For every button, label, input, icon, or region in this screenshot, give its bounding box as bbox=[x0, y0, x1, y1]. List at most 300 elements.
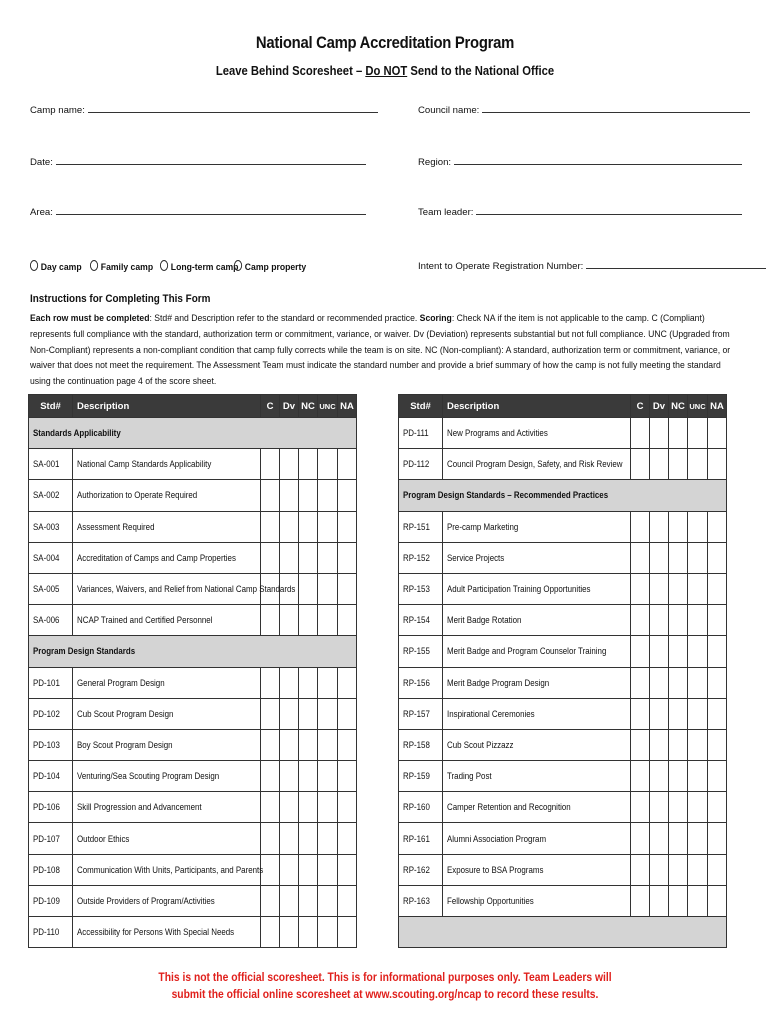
table-row bbox=[29, 885, 357, 916]
std-cell bbox=[29, 729, 73, 760]
description-cell bbox=[443, 667, 631, 698]
std-cell bbox=[399, 449, 443, 480]
score-cell-na[interactable] bbox=[708, 542, 727, 573]
std-cell bbox=[399, 542, 443, 573]
std-cell bbox=[399, 573, 443, 604]
std-number: PD-101 bbox=[33, 677, 60, 688]
intent-number-line[interactable] bbox=[586, 260, 766, 269]
std-number: RP-157 bbox=[403, 708, 430, 719]
description-text: Merit Badge and Program Counselor Training bbox=[447, 646, 607, 657]
score-cell-c[interactable] bbox=[631, 636, 650, 667]
description-cell bbox=[73, 885, 261, 916]
std-number: RP-154 bbox=[403, 615, 430, 626]
score-cell-na[interactable] bbox=[708, 636, 727, 667]
radio-circle-icon[interactable] bbox=[234, 260, 242, 271]
table-row bbox=[29, 449, 357, 480]
score-cell-c[interactable] bbox=[631, 885, 650, 916]
score-cell-unc[interactable] bbox=[318, 917, 338, 948]
table-header-row bbox=[399, 395, 727, 418]
score-cell-dv[interactable] bbox=[280, 511, 299, 542]
description-text: Inspirational Ceremonies bbox=[447, 708, 535, 719]
section-label bbox=[29, 636, 357, 667]
description-cell bbox=[443, 854, 631, 885]
section-label-text: Program Design Standards – Recommended Practices bbox=[403, 490, 609, 501]
score-cell-na[interactable] bbox=[708, 605, 727, 636]
score-cell-na[interactable] bbox=[338, 667, 357, 698]
score-cell-nc[interactable] bbox=[299, 449, 318, 480]
family-camp-option[interactable] bbox=[90, 260, 153, 273]
instructions-heading: Instructions for Completing This Form bbox=[30, 293, 211, 305]
score-cell-nc[interactable] bbox=[669, 729, 688, 760]
score-cell-na[interactable] bbox=[338, 823, 357, 854]
description-cell bbox=[73, 917, 261, 948]
std-cell bbox=[399, 511, 443, 542]
description-text: Skill Progression and Advancement bbox=[77, 802, 202, 813]
description-cell bbox=[443, 449, 631, 480]
std-cell bbox=[29, 761, 73, 792]
std-cell bbox=[29, 480, 73, 511]
description-cell bbox=[73, 761, 261, 792]
camp-property-option[interactable] bbox=[234, 260, 306, 273]
score-cell-c[interactable] bbox=[631, 418, 650, 449]
score-cell-c[interactable] bbox=[261, 605, 280, 636]
score-cell-dv[interactable] bbox=[280, 792, 299, 823]
score-cell-na[interactable] bbox=[708, 885, 727, 916]
table-row bbox=[399, 667, 727, 698]
score-cell-c[interactable] bbox=[261, 667, 280, 698]
score-cell-c[interactable] bbox=[631, 573, 650, 604]
score-cell-c[interactable] bbox=[631, 729, 650, 760]
score-cell-c[interactable] bbox=[631, 542, 650, 573]
score-cell-unc[interactable] bbox=[318, 573, 338, 604]
std-number: PD-108 bbox=[33, 864, 60, 875]
std-cell bbox=[399, 729, 443, 760]
camp-name-field[interactable] bbox=[30, 104, 378, 116]
std-number: RP-162 bbox=[403, 864, 430, 875]
section-row bbox=[29, 418, 357, 449]
date-line[interactable] bbox=[56, 156, 366, 165]
description-text: Merit Badge Program Design bbox=[447, 677, 550, 688]
score-cell-unc[interactable] bbox=[318, 542, 338, 573]
score-cell-nc[interactable] bbox=[669, 667, 688, 698]
score-cell-dv[interactable] bbox=[280, 698, 299, 729]
area-label: Area: bbox=[30, 207, 53, 218]
instructions-text bbox=[30, 311, 741, 390]
section-label-text: Program Design Standards bbox=[33, 646, 136, 657]
table-row bbox=[399, 511, 727, 542]
description-cell bbox=[443, 729, 631, 760]
std-number: RP-163 bbox=[403, 895, 430, 906]
std-number: RP-161 bbox=[403, 833, 430, 844]
description-text: Cub Scout Pizzazz bbox=[447, 739, 514, 750]
score-cell-unc[interactable] bbox=[688, 885, 708, 916]
description-text: Venturing/Sea Scouting Program Design bbox=[77, 771, 220, 782]
score-cell-na[interactable] bbox=[708, 667, 727, 698]
score-cell-nc[interactable] bbox=[669, 449, 688, 480]
score-cell-na[interactable] bbox=[338, 511, 357, 542]
description-text: Exposure to BSA Programs bbox=[447, 864, 544, 875]
score-cell-c[interactable] bbox=[261, 729, 280, 760]
day-camp-option[interactable] bbox=[30, 260, 82, 273]
score-cell-unc[interactable] bbox=[688, 729, 708, 760]
radio-circle-icon[interactable] bbox=[160, 260, 168, 271]
score-cell-unc[interactable] bbox=[318, 823, 338, 854]
date-field[interactable] bbox=[30, 156, 366, 168]
instructions-part2: : Check NA if the item is not applicable to the camp. C (Compliant) represents full compliance with the standard, authorization term or commitment, variance, or waiver. Dv (Deviation) represents substantial but not full compliance. UNC (Upgraded from Non-Compliant) represents a non-compliant condition that camp fully corrects while the team is on site. NC (Non-compliant): A standard, authorization term or commitment, variance, or waiver that does not meet the requirement. The Assessment Team must indicate the standard number and provide a brief summary of how the camp is not fully meeting the standard using the continuation page 4 of the score sheet. bbox=[30, 313, 731, 388]
score-cell-unc[interactable] bbox=[688, 449, 708, 480]
std-number: RP-152 bbox=[403, 552, 430, 563]
score-cell-unc[interactable] bbox=[688, 605, 708, 636]
score-cell-dv[interactable] bbox=[280, 917, 299, 948]
score-cell-na[interactable] bbox=[708, 449, 727, 480]
score-cell-na[interactable] bbox=[708, 573, 727, 604]
table-row bbox=[29, 698, 357, 729]
table-row bbox=[29, 761, 357, 792]
score-cell-c[interactable] bbox=[631, 698, 650, 729]
radio-circle-icon[interactable] bbox=[90, 260, 98, 271]
intent-number-field[interactable] bbox=[418, 260, 766, 272]
score-cell-dv[interactable] bbox=[650, 636, 669, 667]
region-line[interactable] bbox=[454, 156, 742, 165]
blank-row bbox=[399, 917, 727, 948]
score-cell-nc[interactable] bbox=[669, 823, 688, 854]
nc-header: NC bbox=[669, 395, 688, 418]
score-cell-nc[interactable] bbox=[299, 511, 318, 542]
std-cell bbox=[399, 823, 443, 854]
description-text: Accessibility for Persons With Special Needs bbox=[77, 927, 235, 938]
score-cell-c[interactable] bbox=[261, 542, 280, 573]
score-cell-dv[interactable] bbox=[650, 511, 669, 542]
score-cell-dv[interactable] bbox=[280, 667, 299, 698]
description-text: General Program Design bbox=[77, 677, 165, 688]
description-cell bbox=[73, 605, 261, 636]
std-cell bbox=[29, 667, 73, 698]
dv-header: Dv bbox=[280, 395, 299, 418]
score-cell-c[interactable] bbox=[631, 511, 650, 542]
score-cell-nc[interactable] bbox=[669, 418, 688, 449]
std-cell bbox=[29, 605, 73, 636]
description-text: Trading Post bbox=[447, 771, 492, 782]
score-cell-nc[interactable] bbox=[669, 573, 688, 604]
score-cell-unc[interactable] bbox=[688, 667, 708, 698]
std-number: SA-001 bbox=[33, 459, 60, 470]
score-cell-nc[interactable] bbox=[299, 480, 318, 511]
score-cell-nc[interactable] bbox=[669, 636, 688, 667]
description-cell bbox=[443, 605, 631, 636]
score-cell-c[interactable] bbox=[261, 449, 280, 480]
score-cell-na[interactable] bbox=[338, 792, 357, 823]
score-cell-c[interactable] bbox=[261, 823, 280, 854]
score-cell-dv[interactable] bbox=[650, 418, 669, 449]
table-row bbox=[29, 667, 357, 698]
family-camp-label: Family camp bbox=[100, 262, 154, 273]
score-cell-dv[interactable] bbox=[280, 480, 299, 511]
score-cell-na[interactable] bbox=[338, 480, 357, 511]
description-cell bbox=[443, 885, 631, 916]
score-cell-unc[interactable] bbox=[318, 729, 338, 760]
score-cell-unc[interactable] bbox=[688, 418, 708, 449]
description-cell bbox=[443, 542, 631, 573]
table-row bbox=[399, 605, 727, 636]
camp-name-label: Camp name: bbox=[30, 105, 85, 116]
team-leader-line[interactable] bbox=[476, 206, 742, 215]
table-row bbox=[29, 573, 357, 604]
score-cell-dv[interactable] bbox=[280, 729, 299, 760]
score-cell-nc[interactable] bbox=[669, 542, 688, 573]
score-cell-c[interactable] bbox=[631, 792, 650, 823]
score-cell-na[interactable] bbox=[708, 729, 727, 760]
table-row bbox=[399, 823, 727, 854]
score-cell-na[interactable] bbox=[338, 917, 357, 948]
description-text: Accreditation of Camps and Camp Properties bbox=[77, 552, 236, 563]
area-field[interactable] bbox=[30, 206, 366, 218]
std-cell bbox=[29, 573, 73, 604]
table-row bbox=[29, 823, 357, 854]
score-cell-nc[interactable] bbox=[299, 573, 318, 604]
std-cell bbox=[399, 792, 443, 823]
table-row bbox=[399, 729, 727, 760]
description-text: Adult Participation Training Opportunities bbox=[447, 584, 591, 595]
std-cell bbox=[29, 449, 73, 480]
score-cell-unc[interactable] bbox=[318, 698, 338, 729]
score-cell-unc[interactable] bbox=[688, 823, 708, 854]
score-cell-dv[interactable] bbox=[280, 605, 299, 636]
score-cell-unc[interactable] bbox=[688, 854, 708, 885]
score-cell-nc[interactable] bbox=[669, 761, 688, 792]
description-cell bbox=[443, 823, 631, 854]
score-cell-dv[interactable] bbox=[650, 854, 669, 885]
description-text: Variances, Waivers, and Relief from National Camp Standards bbox=[77, 584, 296, 595]
description-text: Outdoor Ethics bbox=[77, 833, 130, 844]
score-cell-nc[interactable] bbox=[669, 698, 688, 729]
score-cell-unc[interactable] bbox=[318, 449, 338, 480]
score-cell-nc[interactable] bbox=[299, 823, 318, 854]
score-cell-na[interactable] bbox=[708, 854, 727, 885]
std-cell bbox=[399, 667, 443, 698]
description-text: Camper Retention and Recognition bbox=[447, 802, 571, 813]
score-cell-nc[interactable] bbox=[299, 667, 318, 698]
score-cell-unc[interactable] bbox=[318, 792, 338, 823]
score-cell-nc[interactable] bbox=[669, 885, 688, 916]
score-cell-c[interactable] bbox=[631, 667, 650, 698]
council-name-field[interactable] bbox=[418, 104, 750, 116]
score-cell-na[interactable] bbox=[708, 418, 727, 449]
std-number: PD-107 bbox=[33, 833, 60, 844]
score-cell-na[interactable] bbox=[338, 573, 357, 604]
long-term-camp-option[interactable] bbox=[160, 260, 238, 273]
region-field[interactable] bbox=[418, 156, 742, 168]
c-header: C bbox=[631, 395, 650, 418]
score-cell-nc[interactable] bbox=[299, 605, 318, 636]
std-number: RP-159 bbox=[403, 771, 430, 782]
score-cell-nc[interactable] bbox=[299, 885, 318, 916]
score-cell-unc[interactable] bbox=[318, 885, 338, 916]
score-cell-na[interactable] bbox=[338, 605, 357, 636]
score-cell-na[interactable] bbox=[338, 542, 357, 573]
score-cell-dv[interactable] bbox=[650, 449, 669, 480]
section-label bbox=[29, 418, 357, 449]
score-cell-unc[interactable] bbox=[318, 854, 338, 885]
score-cell-c[interactable] bbox=[261, 761, 280, 792]
score-cell-dv[interactable] bbox=[650, 823, 669, 854]
score-cell-dv[interactable] bbox=[280, 885, 299, 916]
table-row bbox=[29, 854, 357, 885]
council-name-line[interactable] bbox=[482, 104, 750, 113]
score-cell-dv[interactable] bbox=[280, 761, 299, 792]
team-leader-label: Team leader: bbox=[418, 207, 474, 218]
score-cell-na[interactable] bbox=[708, 698, 727, 729]
std-cell bbox=[29, 917, 73, 948]
score-cell-unc[interactable] bbox=[688, 573, 708, 604]
left-scoresheet-table bbox=[28, 394, 357, 948]
std-number: RP-158 bbox=[403, 739, 430, 750]
std-number: SA-002 bbox=[33, 490, 60, 501]
score-cell-na[interactable] bbox=[338, 729, 357, 760]
score-cell-nc[interactable] bbox=[299, 729, 318, 760]
score-cell-c[interactable] bbox=[261, 885, 280, 916]
description-header: Description bbox=[73, 395, 261, 418]
score-cell-nc[interactable] bbox=[299, 854, 318, 885]
score-cell-nc[interactable] bbox=[299, 761, 318, 792]
score-cell-c[interactable] bbox=[631, 854, 650, 885]
score-cell-c[interactable] bbox=[261, 792, 280, 823]
table-row bbox=[29, 605, 357, 636]
score-cell-nc[interactable] bbox=[669, 792, 688, 823]
score-cell-nc[interactable] bbox=[299, 698, 318, 729]
score-cell-unc[interactable] bbox=[318, 480, 338, 511]
score-cell-unc[interactable] bbox=[688, 761, 708, 792]
section-row bbox=[29, 636, 357, 667]
score-cell-dv[interactable] bbox=[650, 605, 669, 636]
std-cell bbox=[29, 698, 73, 729]
score-cell-c[interactable] bbox=[261, 917, 280, 948]
description-cell bbox=[443, 418, 631, 449]
score-cell-dv[interactable] bbox=[280, 854, 299, 885]
section-label bbox=[399, 480, 727, 511]
std-header: Std# bbox=[29, 395, 73, 418]
score-cell-c[interactable] bbox=[261, 698, 280, 729]
std-number: PD-106 bbox=[33, 802, 60, 813]
std-cell bbox=[399, 885, 443, 916]
score-cell-na[interactable] bbox=[338, 854, 357, 885]
score-cell-na[interactable] bbox=[708, 511, 727, 542]
score-cell-unc[interactable] bbox=[688, 698, 708, 729]
score-cell-na[interactable] bbox=[338, 761, 357, 792]
na-header: NA bbox=[708, 395, 727, 418]
instructions-scoring-label: Scoring bbox=[419, 313, 452, 324]
score-cell-na[interactable] bbox=[708, 761, 727, 792]
radio-circle-icon[interactable] bbox=[30, 260, 38, 271]
score-cell-na[interactable] bbox=[338, 698, 357, 729]
score-cell-dv[interactable] bbox=[650, 729, 669, 760]
description-text: National Camp Standards Applicability bbox=[77, 459, 212, 470]
score-cell-dv[interactable] bbox=[650, 542, 669, 573]
score-cell-unc[interactable] bbox=[318, 761, 338, 792]
score-cell-nc[interactable] bbox=[299, 792, 318, 823]
description-cell bbox=[443, 573, 631, 604]
score-cell-nc[interactable] bbox=[669, 605, 688, 636]
description-cell bbox=[73, 511, 261, 542]
na-header: NA bbox=[338, 395, 357, 418]
description-text: Fellowship Opportunities bbox=[447, 895, 534, 906]
description-cell bbox=[73, 792, 261, 823]
std-header: Std# bbox=[399, 395, 443, 418]
camp-name-line[interactable] bbox=[88, 104, 378, 113]
score-cell-nc[interactable] bbox=[669, 854, 688, 885]
score-cell-unc[interactable] bbox=[318, 511, 338, 542]
score-cell-dv[interactable] bbox=[650, 885, 669, 916]
page-title: National Camp Accreditation Program bbox=[255, 34, 515, 52]
table-row bbox=[399, 573, 727, 604]
day-camp-label: Day camp bbox=[40, 262, 82, 273]
blank-cell bbox=[399, 917, 727, 948]
std-number: PD-109 bbox=[33, 895, 60, 906]
score-cell-c[interactable] bbox=[631, 823, 650, 854]
score-cell-dv[interactable] bbox=[650, 573, 669, 604]
description-header: Description bbox=[443, 395, 631, 418]
score-cell-dv[interactable] bbox=[280, 542, 299, 573]
nc-header: NC bbox=[299, 395, 318, 418]
description-text: Pre-camp Marketing bbox=[447, 521, 519, 532]
score-cell-dv[interactable] bbox=[650, 698, 669, 729]
std-cell bbox=[29, 792, 73, 823]
score-cell-nc[interactable] bbox=[299, 917, 318, 948]
score-cell-na[interactable] bbox=[338, 449, 357, 480]
score-cell-unc[interactable] bbox=[318, 605, 338, 636]
description-text: Council Program Design, Safety, and Risk Review bbox=[447, 459, 623, 470]
score-cell-c[interactable] bbox=[631, 605, 650, 636]
score-cell-dv[interactable] bbox=[650, 761, 669, 792]
score-cell-unc[interactable] bbox=[688, 511, 708, 542]
score-cell-dv[interactable] bbox=[280, 449, 299, 480]
score-cell-unc[interactable] bbox=[318, 667, 338, 698]
score-cell-c[interactable] bbox=[261, 480, 280, 511]
std-number: PD-111 bbox=[403, 428, 429, 439]
score-cell-na[interactable] bbox=[338, 885, 357, 916]
description-cell bbox=[73, 698, 261, 729]
description-text: Boy Scout Program Design bbox=[77, 739, 173, 750]
score-cell-nc[interactable] bbox=[669, 511, 688, 542]
std-cell bbox=[29, 854, 73, 885]
score-cell-unc[interactable] bbox=[688, 542, 708, 573]
std-number: PD-110 bbox=[33, 927, 60, 938]
score-cell-unc[interactable] bbox=[688, 792, 708, 823]
team-leader-field[interactable] bbox=[418, 206, 742, 218]
camp-property-label: Camp property bbox=[244, 262, 307, 273]
date-label: Date: bbox=[30, 157, 53, 168]
table-row bbox=[399, 698, 727, 729]
instructions-part1: : Std# and Description refer to the standard or recommended practice. bbox=[149, 313, 420, 324]
area-line[interactable] bbox=[56, 206, 366, 215]
score-cell-dv[interactable] bbox=[650, 792, 669, 823]
std-cell bbox=[399, 605, 443, 636]
score-cell-c[interactable] bbox=[631, 761, 650, 792]
score-cell-na[interactable] bbox=[708, 823, 727, 854]
score-cell-c[interactable] bbox=[261, 511, 280, 542]
score-cell-dv[interactable] bbox=[650, 667, 669, 698]
right-scoresheet-table bbox=[398, 394, 727, 948]
std-cell bbox=[29, 823, 73, 854]
std-number: RP-156 bbox=[403, 677, 430, 688]
council-name-label: Council name: bbox=[418, 105, 480, 116]
std-number: SA-006 bbox=[33, 615, 60, 626]
table-row bbox=[29, 542, 357, 573]
description-cell bbox=[73, 542, 261, 573]
score-cell-nc[interactable] bbox=[299, 542, 318, 573]
score-cell-dv[interactable] bbox=[280, 823, 299, 854]
score-cell-na[interactable] bbox=[708, 792, 727, 823]
score-cell-unc[interactable] bbox=[688, 636, 708, 667]
